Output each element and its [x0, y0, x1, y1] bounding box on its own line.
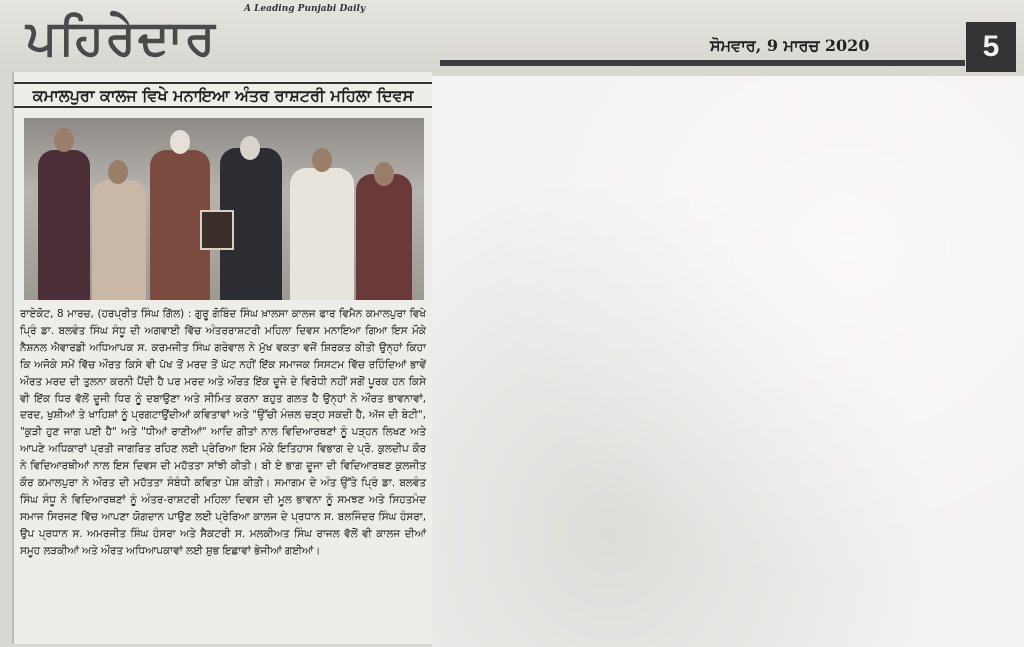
article-body: ਰਾਏਕੋਟ, 8 ਮਾਰਚ, (ਹਰਪ੍ਰੀਤ ਸਿੰਘ ਗਿੱਲ) : ਗੁਰੂ ਗੋਬਿੰਦ ਸਿੰਘ ਖ਼ਾਲਸਾ ਕਾਲਜ ਫਾਰ ਵਿਮੈਨ ਕਮਾਲਪੁਰਾ ਵਿਖੇ ਪ੍ਰਿੰ ਡਾ. ਬਲਵੰਤ ਸਿੰਘ ਸੰਧੂ ਦੀ ਅਗਵਾਈ ਵਿੱਚ ਅੰਤਰਰਾਸ਼ਟਰੀ ਮਹਿਲਾ ਦਿਵਸ ਮਨਾਇਆ ਗਿਆ ਇਸ ਮੌਕੇ ਨੈਸ਼ਨਲ ਐਵਾਰਡੀ ਅਧਿਆਪਕ ਸ. ਕਰਮਜੀਤ ਸਿੰਘ ਗਰੇਵਾਲ ਨੇ ਮੁੱਖ ਵਕਤਾ ਵਜੋਂ ਸ਼ਿਰਕਤ ਕੀਤੀ ਉਨ੍ਹਾਂ ਕਿਹਾ ਕਿ ਅਜੋਕੇ ਸਮੇਂ ਵਿੱਚ ਔਰਤ ਕਿਸੇ ਵੀ ਪੱਖ ਤੋਂ ਮਰਦ ਤੋਂ ਘੱਟ ਨਹੀਂ ਇੱਕ ਸਮਾਜਕ ਸਿਸਟਮ ਵਿੱਚ ਰਹਿੰਦਿਆਂ ਭਾਵੇਂ ਔਰਤ ਮਰਦ ਦੀ ਤੁਲਨਾ ਕਰਨੀ ਪੈਂਦੀ ਹੈ ਪਰ ਮਰਦ ਅਤੇ ਔਰਤ ਇੱਕ ਦੂਜੇ ਦੇ ਵਿਰੋਧੀ ਨਹੀਂ ਸਗੋਂ ਪੂਰਕ ਹਨ ਕਿਸੇ ਵੀ ਇੱਕ ਧਿਰ ਵੱਲੋਂ ਦੂਜੀ ਧਿਰ ਨੂੰ ਦਬਾਉਣਾ ਅਤੇ ਸੀਮਿਤ ਕਰਨਾ ਬਹੁਤ ਗਲਤ ਹੈ ਉਨ੍ਹਾਂ ਨੇ ਔਰਤ ਭਾਵਨਾਵਾਂ, ਦਰਦ, ਖੁਸ਼ੀਆਂ ਤੇ ਖਾਹਿਸ਼ਾਂ ਨੂੰ ਪ੍ਰਗਟਾਉਂਦੀਆਂ ਕਵਿਤਾਵਾਂ ਅਤੇ "ਉੱਚੀ ਮੰਜ਼ਲ ਚੜ੍ਹ ਸਕਦੀ ਹੈ, ਅੱਜ ਦੀ ਬੇਟੀ", "ਕੁੜੀ ਹੁਣ ਜਾਗ ਪਈ ਹੈ" ਅਤੇ "ਧੀਆਂ ਰਾਣੀਆਂ" ਆਦਿ ਗੀਤਾਂ ਨਾਲ ਵਿਦਿਆਰਥਣਾਂ ਨੂੰ ਪੜ੍ਹਨ ਲਿਖਣ ਅਤੇ ਆਪਣੇ ਅਧਿਕਾਰਾਂ ਪ੍ਰਤੀ ਜਾਗਰਿਤ ਰਹਿਣ ਲਈ ਪ੍ਰੇਰਿਆ ਇਸ ਮੌਕੇ ਇਤਿਹਾਸ ਵਿਭਾਗ ਦੇ ਪ੍ਰੋ. ਕੁਲਦੀਪ ਕੌਰ ਨੇ ਵਿਦਿਆਰਥੀਆਂ ਨਾਲ ਇਸ ਦਿਵਸ ਦੀ ਮਹੱਤਤਾ ਸਾਂਝੀ ਕੀਤੀ। ਬੀ ਏ ਭਾਗ ਦੂਜਾ ਦੀ ਵਿਦਿਆਰਥਣ ਕੁਲਜੀਤ ਕੌਰ ਕਮਾਲਪੁਰਾ ਨੇ ਔਰਤ ਦੀ ਮਹੱਤਤਾ ਸੰਬੰਧੀ ਕਵਿਤਾ ਪੇਸ਼ ਕੀਤੀ। ਸਮਾਗਮ ਦੇ ਅੰਤ ਉੱਤੇ ਪ੍ਰਿੰ ਡਾ. ਬਲਵੰਤ ਸਿੰਘ ਸੰਧੂ ਨੇ ਵਿਦਿਆਰਥਣਾਂ ਨੂੰ ਅੰਤਰ-ਰਾਸ਼ਟਰੀ ਮਹਿਲਾ ਦਿਵਸ ਦੀ ਮੂਲ ਭਾਵਨਾ ਨੂੰ ਸਮਝਣ ਅਤੇ ਸਿਹਤਮੰਦ ਸਮਾਜ ਸਿਰਜਣ ਵਿੱਚ ਆਪਣਾ ਯੋਗਦਾਨ ਪਾਉਣ ਲਈ ਪ੍ਰੇਰਿਆ ਕਾਲਜ ਦੇ ਪ੍ਰਧਾਨ ਸ. ਬਲਜਿੰਦਰ ਸਿੰਘ ਹੰਸਰਾ, ਉਪ ਪ੍ਰਧਾਨ ਸ. ਅਮਰਜੀਤ ਸਿੰਘ ਹੰਸਰਾ ਅਤੇ ਸੈਕਟਰੀ ਸ. ਮਲਕੀਅਤ ਸਿੰਘ ਰਾਜਲ ਵੱਲੋਂ ਵੀ ਕਾਲਜ ਦੀਆਂ ਸਮੂਹ ਲੜਕੀਆਂ ਅਤੇ ਔਰਤ ਅਧਿਆਪਕਾਵਾਂ ਲਈ ਸ਼ੁਭ ਇਛਾਵਾਂ ਭੇਜੀਆਂ ਗਈਆਂ।	[20, 308, 426, 557]
newspaper-logo: ਪਹਿਰੇਦਾਰ	[26, 10, 217, 66]
person-head	[312, 148, 332, 172]
person-turban	[240, 136, 260, 160]
person-figure	[92, 180, 146, 300]
person-turban	[170, 130, 190, 154]
person-figure	[356, 174, 412, 300]
person-figure	[290, 168, 354, 300]
newspaper-tagline: A Leading Punjabi Daily	[244, 4, 366, 14]
person-figure	[38, 150, 90, 300]
news-clipping	[12, 72, 432, 644]
blank-newsprint	[432, 76, 1024, 647]
award-plaque	[200, 210, 234, 250]
article-headline: ਕਮਾਲਪੁਰਾ ਕਾਲਜ ਵਿਖੇ ਮਨਾਇਆ ਅੰਤਰ ਰਾਸ਼ਟਰੀ ਮਹਿਲਾ ਦਿਵਸ	[32, 86, 414, 105]
masthead	[0, 0, 1024, 72]
page-number: 5	[966, 22, 1016, 72]
article-photo	[24, 118, 424, 300]
masthead-rule	[440, 60, 965, 66]
person-head	[54, 128, 74, 152]
person-head	[108, 160, 128, 184]
issue-date: ਸੋਮਵਾਰ, 9 ਮਾਰਚ 2020	[710, 36, 870, 55]
person-head	[374, 162, 394, 186]
